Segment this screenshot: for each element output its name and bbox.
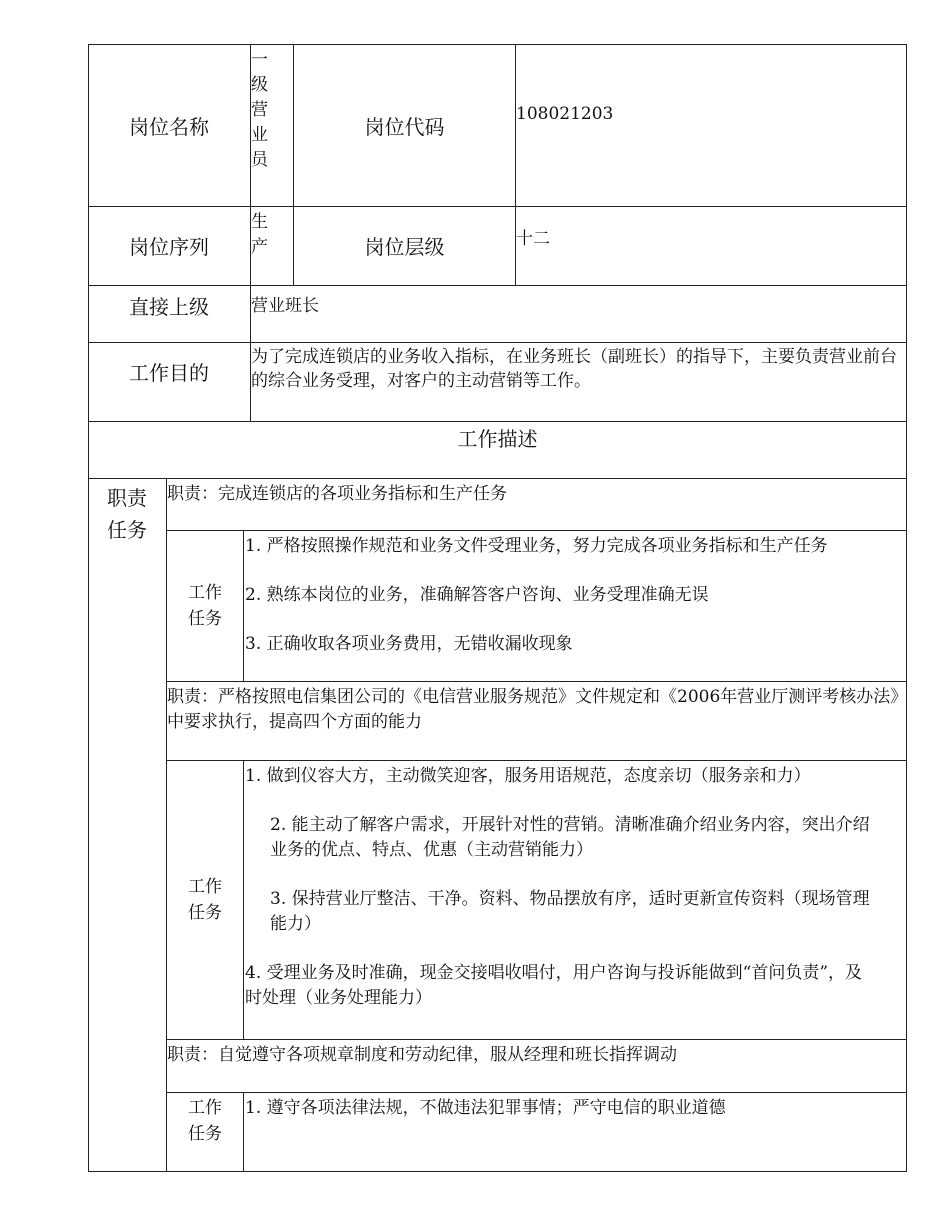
duty-1-task-2: 2. 熟练本岗位的业务，准确解答客户咨询、业务受理准确无误 — [245, 585, 709, 605]
divider — [243, 1092, 244, 1172]
divider — [166, 760, 907, 761]
divider — [166, 530, 907, 531]
document-grid — [88, 44, 907, 1172]
purpose-label: 工作目的 — [129, 360, 209, 385]
duty-2-task-label: 工作任务 — [188, 876, 222, 923]
duty-2-title: 职责：严格按照电信集团公司的《电信营业服务规范》文件规定和《2006年营业厅测评考核办法》中要求执行，提高四个方面的能力 — [167, 687, 899, 732]
duty-1-title: 职责：完成连锁店的各项业务指标和生产任务 — [167, 484, 507, 504]
divider — [243, 760, 244, 1039]
description-header: 工作描述 — [457, 427, 538, 451]
duty-1-task-3: 3. 正确收取各项业务费用，无错收漏收现象 — [245, 634, 573, 654]
duty-2-task-2: 2. 能主动了解客户需求，开展针对性的营销。清晰准确介绍业务内容，突出介绍业务的优点、特点、优惠（主动营销能力） — [270, 815, 870, 860]
duty-3-task-label: 工作任务 — [188, 1098, 222, 1144]
duty-1-task-1: 1. 严格按照操作规范和业务文件受理业务，努力完成各项业务指标和生产任务 — [245, 536, 828, 556]
sequence-value: 生产 — [251, 212, 268, 257]
duty-2-task-3: 3. 保持营业厅整洁、干净。资料、物品摆放有序，适时更新宣传资料（现场管理能力） — [270, 889, 870, 934]
duties-label: 职责任务 — [107, 486, 147, 542]
divider — [166, 681, 907, 682]
sequence-label: 岗位序列 — [129, 235, 209, 259]
duty-2-task-1: 1. 做到仪容大方，主动微笑迎客，服务用语规范，态度亲切（服务亲和力） — [245, 766, 811, 786]
position-code-label: 岗位代码 — [364, 114, 445, 139]
duty-2-task-4: 4. 受理业务及时准确，现金交接唱收唱付，用户咨询与投诉能做到“首问负责”，及时处理（业务处理能力） — [245, 963, 863, 1008]
divider — [88, 478, 907, 479]
superior-label: 直接上级 — [129, 294, 209, 319]
divider — [166, 1092, 907, 1093]
level-value: 十二 — [516, 229, 550, 249]
divider — [166, 1039, 907, 1040]
position-name-label: 岗位名称 — [129, 114, 209, 139]
duty-3-task-1: 1. 遵守各项法律法规，不做违法犯罪事情；严守电信的职业道德 — [245, 1098, 726, 1118]
level-label: 岗位层级 — [364, 235, 445, 259]
duty-3-title: 职责：自觉遵守各项规章制度和劳动纪律，服从经理和班长指挥调动 — [167, 1045, 677, 1065]
superior-value: 营业班长 — [251, 296, 319, 316]
divider — [243, 530, 244, 681]
position-name-value: 一级营业员 — [251, 50, 268, 170]
duty-1-task-label: 工作任务 — [188, 582, 222, 629]
purpose-value: 为了完成连锁店的业务收入指标，在业务班长（副班长）的指导下，主要负责营业前台的综合业务受理，对客户的主动营销等工作。 — [251, 347, 897, 391]
position-code-value: 108021203 — [516, 104, 614, 124]
